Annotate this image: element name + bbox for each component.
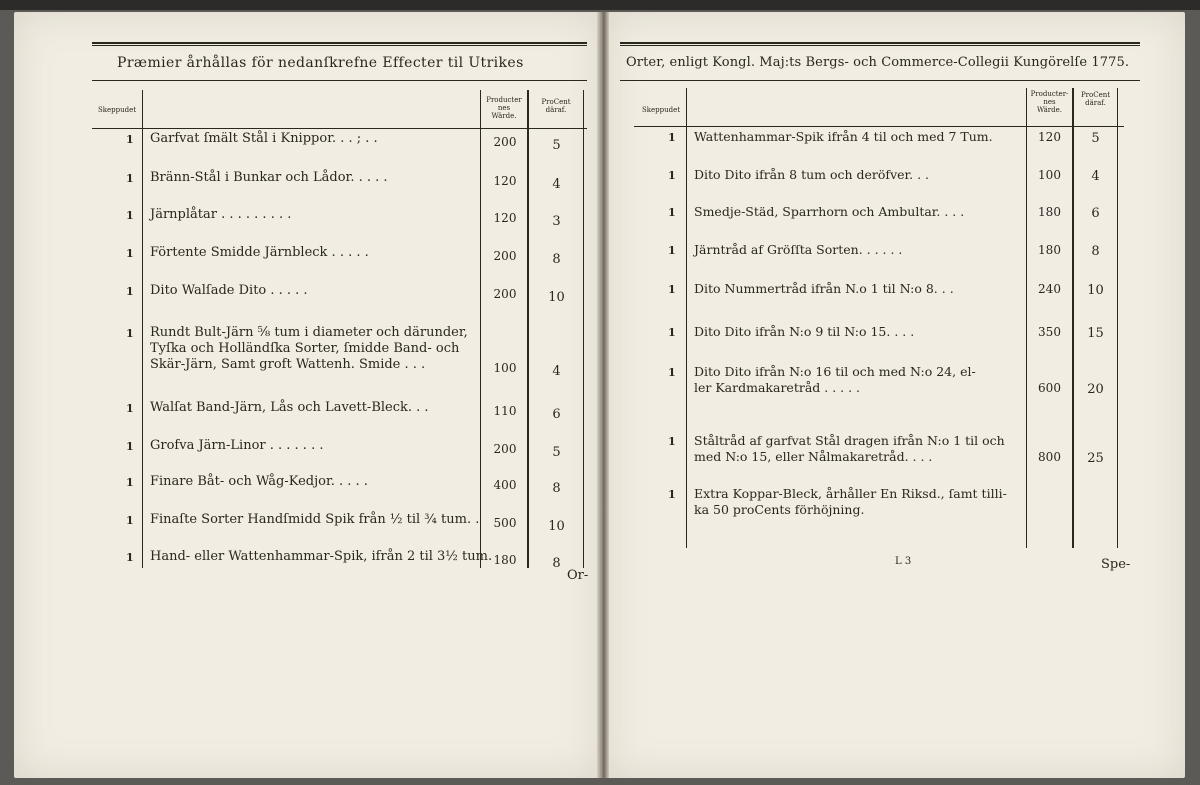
row-skeppund: 1 <box>126 514 134 527</box>
col-percent-line-1: ProCent <box>1080 91 1111 99</box>
row-percent: 3 <box>552 214 561 229</box>
col-value-line-2: nes <box>1043 98 1056 106</box>
right-page-heading: Orter, enligt Kongl. Maj:ts Bergs- och Commerce-Collegii Kungörelſe 1775. <box>626 55 1130 70</box>
left-top-rule-inner <box>92 45 587 46</box>
row-percent: 20 <box>1087 382 1104 397</box>
col-value-line-1: Producter <box>486 96 522 104</box>
row-percent: 8 <box>552 481 561 496</box>
row-skeppund: 1 <box>126 402 134 415</box>
right-col-divider-3 <box>1072 88 1074 548</box>
row-value: 100 <box>493 361 517 375</box>
right-catchword: Spe- <box>1101 557 1131 572</box>
row-description-line: Järntråd af Gröſſta Sorten. . . . . . <box>694 242 903 257</box>
left-col-divider-2 <box>480 90 481 568</box>
row-description-line: Finaſte Sorter Handſmidd Spik från ½ til ¾ tum. . <box>150 512 480 527</box>
left-header-underline <box>92 128 587 129</box>
row-percent: 4 <box>552 364 561 379</box>
row-percent: 8 <box>1091 244 1100 259</box>
row-skeppund: 1 <box>126 551 134 564</box>
col-value-line-1: Producter- <box>1030 90 1069 98</box>
row-skeppund: 1 <box>668 283 676 296</box>
left-page <box>14 12 600 778</box>
row-description-line: Järnplåtar . . . . . . . . . <box>150 207 292 222</box>
row-skeppund: 1 <box>126 172 134 185</box>
row-percent: 10 <box>548 290 565 305</box>
row-value: 200 <box>493 135 517 149</box>
right-top-rule <box>620 42 1140 44</box>
row-percent: 4 <box>1091 169 1100 184</box>
col-percent-line-1: ProCent <box>541 98 571 106</box>
row-value: 240 <box>1038 282 1061 296</box>
row-skeppund: 1 <box>126 440 134 453</box>
row-value: 100 <box>1038 168 1061 182</box>
row-description-line: Grofva Järn-Linor . . . . . . . <box>150 438 324 453</box>
row-description-line: Wattenhammar-Spik ifrån 4 til och med 7 Tum. <box>694 129 993 144</box>
col-value-line-3: Wärde. <box>1037 106 1062 114</box>
right-signature-mark: L 3 <box>895 556 912 567</box>
left-col-divider-4 <box>583 90 584 568</box>
row-skeppund: 1 <box>668 366 676 379</box>
row-description-line: Dito Dito ifrån N:o 16 til och med N:o 24, el- <box>694 364 976 379</box>
row-description-line: Dito Nummertråd ifrån N.o 1 til N:o 8. . . <box>694 281 954 296</box>
row-description-line: Dito Dito ifrån N:o 9 til N:o 15. . . . <box>694 324 915 339</box>
row-percent: 5 <box>552 445 561 460</box>
row-skeppund: 1 <box>668 326 676 339</box>
row-value: 500 <box>493 516 517 530</box>
row-description-line: Tyſka och Holländſka Sorter, ſmidde Band- och <box>150 341 460 356</box>
row-description-line: Finare Båt- och Wåg-Kedjor. . . . . <box>150 474 368 489</box>
row-value: 120 <box>493 174 517 188</box>
left-top-rule <box>92 42 587 44</box>
row-value: 200 <box>493 249 517 263</box>
row-skeppund: 1 <box>668 131 676 144</box>
row-percent: 15 <box>1087 326 1104 341</box>
row-percent: 5 <box>552 138 561 153</box>
row-percent: 6 <box>1091 206 1100 221</box>
row-value: 180 <box>1038 243 1061 257</box>
col-percent-line-2: däraf. <box>1085 99 1106 107</box>
row-value: 800 <box>1038 450 1061 464</box>
row-description-line: Smedje-Städ, Sparrhorn och Ambultar. . . . <box>694 204 965 219</box>
row-percent: 10 <box>548 519 565 534</box>
row-percent: 6 <box>552 407 561 422</box>
left-heading-rule <box>92 80 587 81</box>
row-description-line: Förtente Smidde Järnbleck . . . . . <box>150 245 369 260</box>
left-col-value-header <box>481 96 527 120</box>
book-gutter <box>597 12 609 778</box>
row-description-line: Skär-Järn, Samt groft Wattenh. Smide . . . <box>150 357 426 372</box>
row-description-line: ka 50 proCents förhöjning. <box>694 502 865 517</box>
row-description-line: Extra Koppar-Bleck, århåller En Riksd., ſamt tilli- <box>694 486 1007 501</box>
row-description-line: Bränn-Stål i Bunkar och Lådor. . . . . <box>150 170 388 185</box>
right-col-percent-header <box>1074 91 1117 107</box>
right-col-divider-1 <box>686 88 687 548</box>
row-value: 120 <box>1038 130 1061 144</box>
right-col-divider-4 <box>1117 88 1118 548</box>
row-value: 110 <box>493 404 517 418</box>
row-skeppund: 1 <box>126 476 134 489</box>
left-catchword: Or- <box>567 568 589 583</box>
row-skeppund: 1 <box>126 133 134 146</box>
row-percent: 10 <box>1087 283 1104 298</box>
right-col-value-header <box>1027 90 1072 114</box>
left-col-divider-3 <box>527 90 529 568</box>
right-top-rule-inner <box>620 45 1140 46</box>
row-description-line: ler Kardmakaretråd . . . . . <box>694 380 861 395</box>
row-description-line: Walſat Band-Järn, Lås och Lavett-Bleck. . . <box>150 400 429 415</box>
right-header-underline <box>634 126 1124 127</box>
row-description-line: Ståltråd af garfvat Stål dragen ifrån N:o 1 til och <box>694 433 1005 448</box>
row-value: 180 <box>1038 205 1061 219</box>
col-percent-line-2: däraf. <box>545 106 567 114</box>
col-value-line-3: Wärde. <box>491 112 517 120</box>
row-percent: 8 <box>552 252 561 267</box>
row-skeppund: 1 <box>126 327 134 340</box>
row-description-line: Dito Walſade Dito . . . . . <box>150 283 308 298</box>
row-value: 200 <box>493 287 517 301</box>
row-description-line: Garfvat ſmält Stål i Knippor. . . ; . . <box>150 131 378 146</box>
row-value: 200 <box>493 442 517 456</box>
row-skeppund: 1 <box>126 209 134 222</box>
row-description-line: Dito Dito ifrån 8 tum och deröfver. . . <box>694 167 929 182</box>
row-percent: 8 <box>552 556 561 571</box>
left-col-percent-header <box>529 98 583 114</box>
row-value: 120 <box>493 211 517 225</box>
row-description-line: Hand- eller Wattenhammar-Spik, ifrån 2 til 3½ tum. <box>150 549 493 564</box>
row-skeppund: 1 <box>668 244 676 257</box>
row-skeppund: 1 <box>668 488 676 501</box>
left-col-skeppund-header: Skeppudet <box>97 106 137 114</box>
right-col-skeppund-header: Skeppudet <box>641 106 681 114</box>
right-col-divider-2 <box>1026 88 1027 548</box>
window-frame <box>0 0 1200 10</box>
row-skeppund: 1 <box>126 247 134 260</box>
right-heading-rule <box>620 80 1140 81</box>
row-description-line: Rundt Bult-Järn ⅝ tum i diameter och därunder, <box>150 325 468 340</box>
row-skeppund: 1 <box>668 206 676 219</box>
row-description-line: med N:o 15, eller Nålmakaretråd. . . . <box>694 449 933 464</box>
col-value-line-2: nes <box>497 104 511 112</box>
row-skeppund: 1 <box>668 435 676 448</box>
row-percent: 25 <box>1087 451 1104 466</box>
row-value: 400 <box>493 478 517 492</box>
row-value: 600 <box>1038 381 1061 395</box>
row-percent: 4 <box>552 177 561 192</box>
row-value: 350 <box>1038 325 1061 339</box>
row-percent: 5 <box>1091 131 1100 146</box>
row-value: 180 <box>493 553 517 567</box>
left-page-heading: Præmier århållas för nedanſkrefne Effecter til Utrikes <box>117 55 524 71</box>
row-skeppund: 1 <box>126 285 134 298</box>
left-col-divider-1 <box>142 90 143 568</box>
row-skeppund: 1 <box>668 169 676 182</box>
